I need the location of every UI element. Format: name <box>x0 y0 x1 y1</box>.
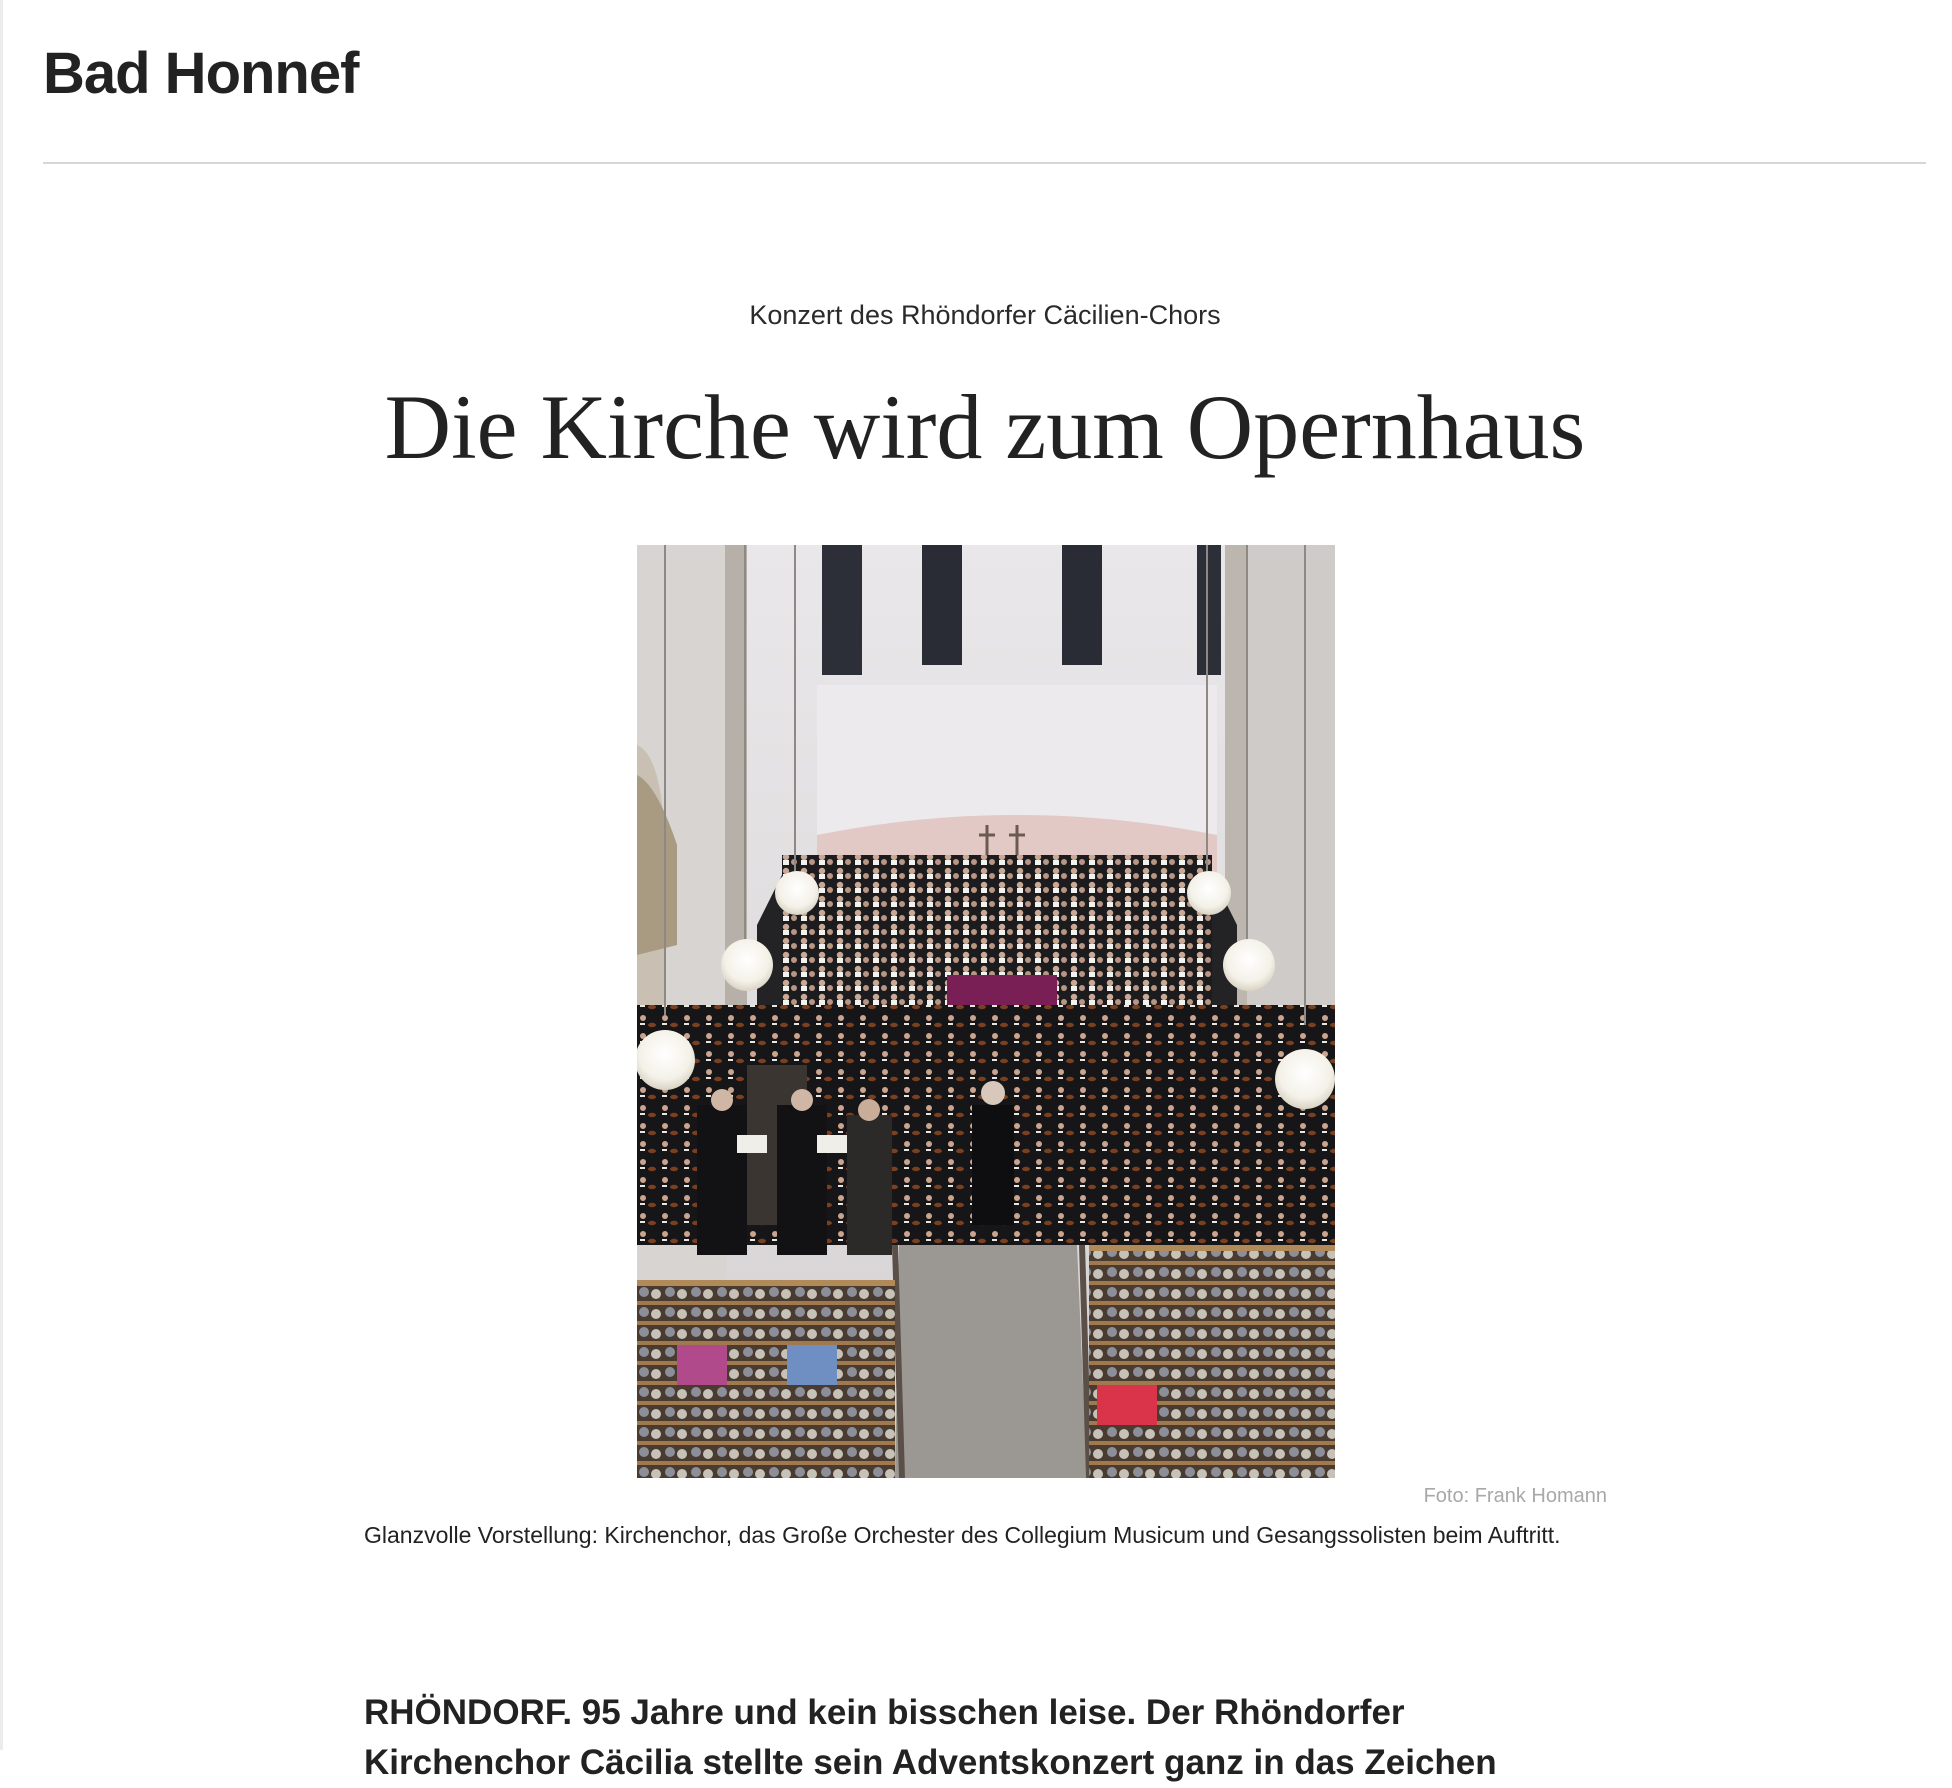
site-title[interactable]: Bad Honnef <box>43 41 359 106</box>
photo-credit: Foto: Frank Homann <box>1423 1485 1607 1507</box>
article-photo[interactable] <box>637 545 1335 1478</box>
header-divider <box>43 162 1926 164</box>
page-left-edge <box>0 0 3 1750</box>
article-kicker: Konzert des Rhöndorfer Cäcilien-Chors <box>749 300 1221 330</box>
article-lead: RHÖNDORF. 95 Jahre und kein bisschen leise. Der Rhöndorfer Kirchenchor Cäcilia stellte sein Adventskonzert ganz in das Zeichen <box>364 1693 1497 1782</box>
article-headline: Die Kirche wird zum Opernhaus <box>384 376 1586 478</box>
photo-caption: Glanzvolle Vorstellung: Kirchenchor, das Große Orchester des Collegium Musicum und Gesangssolisten beim Auftritt. <box>364 1522 1561 1548</box>
